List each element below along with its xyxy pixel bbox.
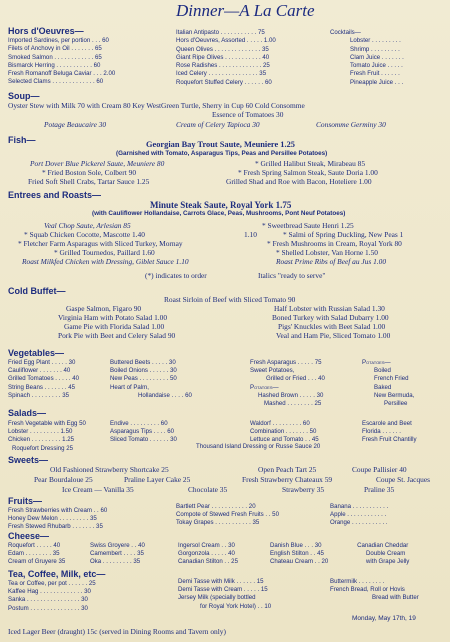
menu-title: Dinner—A La Carte — [176, 1, 315, 20]
cold-item: Veal and Ham Pie, Sliced Tomato 1.00 — [276, 331, 391, 340]
cheese-item: Gorgonzola . . . . . 40 — [178, 550, 235, 558]
tea-col1 — [8, 580, 96, 613]
hors-item: Iced Celery . . . . . . . . . . . . . . . 35 — [176, 70, 267, 78]
hors-item: Roquefort Stuffed Celery . . . . . . 60 — [176, 78, 272, 86]
drink-item: Buttermilk . . . . . . . . — [330, 578, 385, 585]
sweets-heading: Sweets— — [8, 455, 49, 465]
hors-col2 — [176, 29, 276, 87]
sweet-item: Open Peach Tart 25 — [258, 465, 317, 474]
entrees-special: Minute Steak Saute, Royal York 1.75 — [150, 200, 292, 210]
hors-item: Imported Sardines, per portion . . . 60 — [8, 37, 109, 44]
fruit-item: Bartlett Pear . . . . . . . . . . . 20 — [176, 503, 256, 510]
salad-item: Waldorf . . . . . . . . . 60 — [250, 420, 310, 427]
cheese-item: Canadian Stilton . . 25 — [178, 558, 238, 566]
fruit-item: Fresh Strawberries with Cream . . 60 — [8, 507, 108, 514]
cocktails-heading: Cocktails— — [330, 29, 361, 36]
fish-special: Georgian Bay Trout Saute, Meuniere 1.25 — [146, 140, 295, 149]
veg-item: Spinach . . . . . . . . . 35 — [8, 391, 69, 399]
cheese-item: with Grape Jelly — [366, 558, 410, 566]
tea-col2 — [178, 578, 271, 611]
soup-line1: Oyster Stew with Milk 70 with Cream 80 Key WestGreen Turtle, Sherry in Cup 60 Cold Consomme — [8, 101, 305, 110]
soup-item: Potage Beaucaire 30 — [44, 120, 107, 129]
tea-col3 — [330, 578, 419, 603]
drink-item: Demi Tasse with Milk . . . . . . 15 — [178, 578, 264, 585]
cold-heading: Cold Buffet— — [8, 286, 66, 296]
hors-item: Hors d'Oeuvres, Assorted . . . . . 1.00 — [176, 37, 276, 45]
cold-item: Virginia Ham with Potato Salad 1.00 — [58, 313, 168, 322]
veg-col3 — [250, 359, 325, 408]
cheese-item: Edam . . . . . . . . 35 — [8, 550, 60, 558]
fish-item: Grilled Shad and Roe with Bacon, Hoteliere 1.00 — [226, 177, 372, 186]
cold-item: Pork Pie with Beet and Celery Salad 90 — [58, 331, 176, 340]
sweet-item: Old Fashioned Strawberry Shortcake 25 — [50, 465, 169, 474]
beer-line: Iced Lager Beer (draught) 15c (served in Dining Rooms and Tavern only) — [8, 627, 226, 636]
hors-col3 — [330, 29, 404, 87]
fruits-col3 — [330, 503, 388, 528]
sweet-item: Strawberry 35 — [282, 485, 325, 494]
fruits-heading: Fruits— — [8, 496, 43, 506]
menu-date: Monday, May 17th, 19 — [352, 615, 416, 622]
veg-col4 — [362, 359, 414, 408]
veg-subheading: Potatoes— — [250, 383, 279, 391]
entree-price: 1.10 — [244, 230, 257, 239]
sweet-item: Fresh Strawberry Chateaux 59 — [242, 475, 333, 484]
sweet-item: Praline Layer Cake 25 — [124, 475, 191, 484]
cold-item: Game Pie with Florida Salad 1.00 — [64, 322, 165, 331]
soup-heading: Soup— — [8, 91, 40, 101]
veg-col1 — [8, 359, 79, 400]
veg-item: Boiled Onions . . . . . . 30 — [110, 367, 177, 375]
cold-item: Roast Sirloin of Beef with Sliced Tomato 90 — [164, 295, 296, 304]
veg-item: Persillee — [384, 400, 408, 408]
tea-heading: Tea, Coffee, Milk, etc— — [8, 569, 106, 579]
entree-item: * Fresh Mushrooms in Cream, Royal York 80 — [267, 239, 402, 248]
entree-item: * Squab Chicken Cocotte, Mascotte 1.40 — [24, 230, 145, 239]
cheese-heading: Cheese— — [8, 531, 50, 541]
cheese-item: Canadian Cheddar — [357, 542, 409, 549]
fruit-item: Fresh Stewed Rhubarb . . . . . . . 35 — [8, 523, 103, 531]
hors-item: Clam Juice . . . . . . . — [350, 53, 404, 61]
veg-item: Hollandaise . . . . 60 — [138, 391, 192, 399]
hors-item: Rose Radishes . . . . . . . . . . . . . 25 — [176, 62, 270, 70]
fruit-item: Apple . . . . . . . . . . . . — [330, 511, 387, 519]
hors-item: Fresh Romanoff Beluga Caviar . . . 2.00 — [8, 70, 116, 78]
entree-item: * Salmi of Spring Duckling, New Peas 1 — [283, 230, 404, 239]
cheese-item: Roquefort . . . . . 40 — [8, 542, 61, 549]
drink-item: Sanka . . . . . . . . . . . . . . . . 30 — [8, 596, 88, 604]
veg-item: Baked — [374, 383, 392, 391]
salads-heading: Salads— — [8, 408, 47, 418]
veg-col2 — [110, 359, 192, 400]
salads-col2 — [110, 420, 177, 445]
drink-item: Postum . . . . . . . . . . . . . . . 30 — [8, 604, 88, 612]
salads-col1 — [8, 420, 86, 453]
veg-item: String Beans . . . . . . . 45 — [8, 383, 76, 391]
veg-heading: Vegetables— — [8, 348, 65, 358]
cheese-col4 — [270, 542, 328, 567]
veg-item: Hashed Brown . . . . . 30 — [258, 391, 324, 399]
cold-item: Pigs' Knuckles with Beet Salad 1.00 — [278, 322, 386, 331]
sweet-item: Ice Cream — Vanilla 35 — [62, 485, 134, 494]
cheese-col5 — [356, 542, 409, 567]
entrees-heading: Entrees and Roasts— — [8, 190, 102, 200]
fish-heading: Fish— — [8, 135, 36, 145]
fruit-item: Honey Dew Melon . . . . . . . . . 35 — [8, 515, 97, 523]
hors-item: Pineapple Juice . . . — [350, 78, 404, 86]
cheese-item: Cream of Gruyere 35 — [8, 558, 66, 566]
hors-item: Lobster . . . . . . . . . — [350, 37, 401, 45]
salad-item: Chicken . . . . . . . . . 1.25 — [8, 436, 75, 444]
hors-item: Selected Clams . . . . . . . . . . . . . 60 — [8, 78, 104, 86]
cold-item: Half Lobster with Russian Salad 1.30 — [274, 304, 385, 313]
hors-item: Giant Ripe Olives . . . . . . . . . . . 40 — [176, 53, 270, 61]
entree-item: Veal Chop Saute, Arlesian 85 — [44, 221, 131, 230]
salad-dressing: Thousand Island Dressing or Russe Sauce 20 — [196, 443, 321, 450]
cheese-item: Swiss Groyere . . 40 — [90, 542, 145, 549]
veg-item: Grilled or Fried . . . 40 — [266, 375, 325, 383]
fish-item: * Grilled Halibut Steak, Mirabeau 85 — [255, 159, 366, 168]
sweet-item: Pear Bourdaloue 25 — [34, 475, 93, 484]
drink-item: Bread with Butter — [372, 594, 419, 602]
hors-item: Smoked Salmon . . . . . . . . . . . . 65 — [8, 53, 102, 61]
salad-item: Fresh Vegetable with Egg 50 — [8, 420, 86, 427]
fish-item: Port Dover Blue Pickerel Saute, Meuniere 80 — [30, 159, 165, 168]
hors-heading: Hors d'Oeuvres— — [8, 26, 84, 36]
entree-item: * Fletcher Farm Asparagus with Sliced Turkey, Mornay — [18, 239, 183, 248]
veg-item: Mashed . . . . . . . . 25 — [264, 400, 322, 408]
entree-item: * Shelled Lobster, Van Horne 1.50 — [276, 248, 378, 257]
soup-item: Cream of Celery Tapioca 30 — [176, 120, 260, 129]
entrees-note-italics: Italics "ready to serve" — [258, 271, 326, 280]
fish-item: * Fresh Spring Salmon Steak, Saute Doria 1.00 — [238, 168, 378, 177]
veg-item: Fried Egg Plant . . . . . 30 — [8, 359, 76, 366]
sweet-item: Coupe Pallisier 40 — [352, 465, 407, 474]
entree-item: Roast Milkfed Chicken with Dressing, Giblet Sauce 1.10 — [22, 257, 189, 266]
entrees-note: (*) indicates to order — [145, 271, 207, 280]
entree-item: * Sweetbread Saute Henri 1.25 — [262, 221, 354, 230]
fish-item: * Fried Boston Sole, Colbert 90 — [42, 168, 137, 177]
drink-item: for Royal York Hotel) . . 10 — [200, 602, 272, 610]
salad-item: Roquefort Dressing 25 — [12, 444, 73, 452]
salad-item: Fresh Fruit Chantilly — [362, 436, 417, 444]
hors-item: Shrimp . . . . . . . . . — [350, 45, 400, 53]
cheese-item: Double Cream — [366, 550, 406, 558]
drink-item: French Bread, Roll or Hovis — [330, 586, 405, 594]
veg-subheading: Potatoes— — [362, 359, 391, 366]
salads-col4 — [362, 420, 417, 445]
fruit-item: Banana . . . . . . . . . . . — [330, 503, 389, 510]
sweet-item: Chocolate 35 — [188, 485, 228, 494]
salads-col3 — [250, 420, 319, 445]
soup-item: Consomme Germiny 30 — [316, 120, 386, 129]
drink-item: Kaffee Hag . . . . . . . . . . . . . 30 — [8, 588, 91, 596]
veg-item: Cauliflower . . . . . . . 40 — [8, 367, 71, 375]
cold-item: Boned Turkey with Salad Dubarry 1.00 — [272, 313, 389, 322]
hors-item: Italian Antipasto . . . . . . . . . . . 75 — [176, 29, 265, 36]
veg-item: New Peas . . . . . . . . . 50 — [110, 375, 177, 383]
cold-item: Gaspe Salmon, Figaro 90 — [66, 304, 142, 313]
soup-line2: Essence of Tomatoes 30 — [212, 110, 284, 119]
fruits-col2 — [176, 503, 279, 528]
cheese-item: English Stilton . . 45 — [270, 550, 324, 558]
entrees-garnish: (with Cauliflower Hollandaise, Carrots Glace, Peas, Mushrooms, Pont Neuf Potatoes) — [92, 210, 346, 217]
drink-item: Jersey Milk (specially bottled — [178, 594, 256, 602]
salad-item: Florida . . . . . . — [362, 428, 401, 436]
sweet-item: Coupe St. Jacques — [376, 475, 430, 484]
cheese-col2 — [90, 542, 145, 567]
drink-item: Demi Tasse with Cream . . . . . 15 — [178, 586, 268, 594]
fish-item: Fried Soft Shell Crabs, Tartar Sauce 1.25 — [28, 177, 150, 186]
cheese-item: Chateau Cream . . 20 — [270, 558, 329, 566]
cheese-col1 — [8, 542, 65, 567]
veg-item: Boiled — [374, 367, 391, 375]
cheese-item: Oka . . . . . . . . . 35 — [90, 558, 141, 566]
salad-item: Escarole and Beet — [362, 420, 412, 427]
veg-item: Sweet Potatoes, — [250, 367, 295, 375]
veg-item: French Fried — [374, 375, 409, 383]
sweet-item: Praline 35 — [364, 485, 395, 494]
fish-garnish: (Garnished with Tomato, Asparagus Tips, Peas and Persillee Potatoes) — [116, 150, 328, 157]
entree-item: Roast Prime Ribs of Beef au Jus 1.00 — [276, 257, 387, 266]
salad-item: Sliced Tomato . . . . . . 30 — [110, 436, 177, 444]
drink-item: Tea or Coffee, per pot . . . . . . 25 — [8, 580, 96, 587]
veg-item: New Bermuda, — [374, 391, 415, 399]
entree-item: * Grilled Tournedos, Paillard 1.60 — [54, 248, 155, 257]
hors-item: Bismarck Herring . . . . . . . . . . . 60 — [8, 61, 101, 69]
veg-item: Grilled Tomatoes . . . . . 40 — [8, 375, 80, 383]
hors-item: Queen Olives . . . . . . . . . . . . . . 35 — [176, 45, 269, 53]
hors-item: Tomato Juice . . . . . — [350, 62, 403, 70]
salad-item: Combination . . . . . . . 50 — [250, 428, 317, 436]
salad-item: Lettuce and Tomato . . 45 — [250, 436, 319, 444]
cheese-item: Ingersol Cream . . 30 — [178, 542, 235, 549]
cheese-col3 — [178, 542, 238, 567]
salad-item: Asparagus Tips . . . . 60 — [110, 428, 175, 436]
veg-item: Fresh Asparagus . . . . . 75 — [250, 359, 322, 366]
hors-item: Filets of Anchovy in Oil . . . . . . . 65 — [8, 45, 102, 53]
hors-item: Fresh Fruit . . . . . . — [350, 70, 400, 78]
fruit-item: Orange . . . . . . . . . . . — [330, 519, 388, 527]
veg-item: Heart of Palm, — [110, 383, 149, 391]
salad-item: Lobster . . . . . . . . . 1.50 — [8, 428, 73, 436]
hors-col1 — [8, 37, 115, 87]
cheese-item: Camembert . . . . 35 — [90, 550, 144, 558]
fruit-item: Compote of Stewed Fresh Fruits . . 50 — [176, 511, 279, 519]
fruit-item: Tokay Grapes . . . . . . . . . . . 35 — [176, 519, 260, 527]
cheese-item: Danish Blue . . . 30 — [270, 542, 322, 549]
veg-item: Buttered Beets . . . . . 30 — [110, 359, 176, 366]
fruits-col1 — [8, 507, 107, 532]
salad-item: Endive . . . . . . . . . 60 — [110, 420, 168, 427]
